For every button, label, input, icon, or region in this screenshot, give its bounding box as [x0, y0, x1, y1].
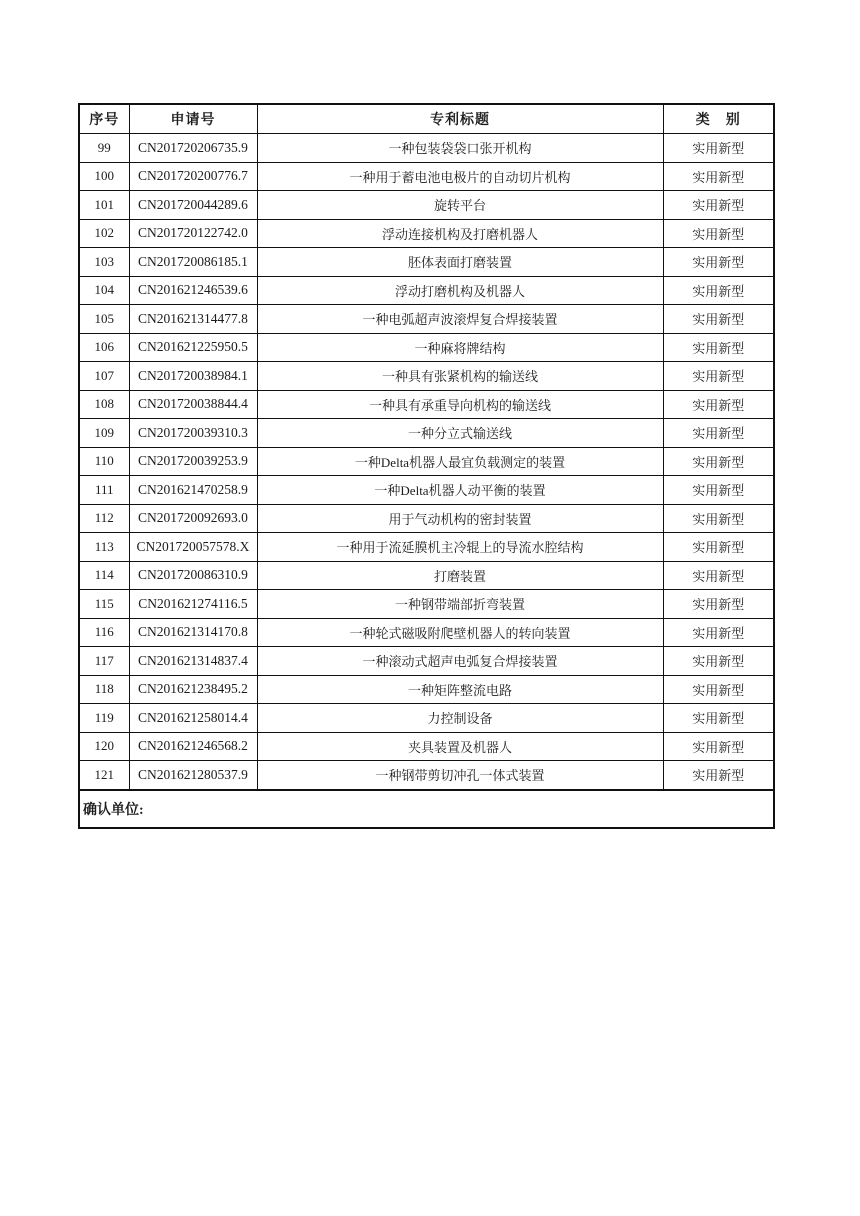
footer-row	[79, 790, 774, 828]
patent-title-cell: 一种Delta机器人最宜负载测定的装置	[257, 447, 663, 476]
application-number-cell: CN201720038984.1	[129, 362, 257, 391]
table-row	[79, 504, 774, 533]
header-row	[79, 104, 774, 134]
table-row	[79, 618, 774, 647]
patent-table-body	[79, 134, 774, 790]
patent-title-cell: 用于气动机构的密封装置	[257, 504, 663, 533]
serial-number-cell: 119	[79, 704, 129, 733]
application-number-cell: CN201720057578.X	[129, 533, 257, 562]
application-number-cell: CN201720039310.3	[129, 419, 257, 448]
table-row	[79, 761, 774, 790]
category-cell: 实用新型	[663, 362, 774, 391]
table-row	[79, 447, 774, 476]
category-cell: 实用新型	[663, 618, 774, 647]
application-number-cell: CN201621274116.5	[129, 590, 257, 619]
patent-title-cell: 一种用于蓄电池电极片的自动切片机构	[257, 162, 663, 191]
serial-number-cell: 111	[79, 476, 129, 505]
patent-title-cell: 一种用于流延膜机主冷辊上的导流水腔结构	[257, 533, 663, 562]
header-serial-number: 序号	[79, 104, 129, 134]
patent-title-cell: 浮动连接机构及打磨机器人	[257, 219, 663, 248]
table-row	[79, 732, 774, 761]
application-number-cell: CN201720086310.9	[129, 561, 257, 590]
table-row	[79, 390, 774, 419]
table-row	[79, 333, 774, 362]
category-cell: 实用新型	[663, 761, 774, 790]
application-number-cell: CN201720086185.1	[129, 248, 257, 277]
patent-list-table	[78, 103, 775, 829]
patent-title-cell: 一种包装袋袋口张开机构	[257, 134, 663, 163]
application-number-cell: CN201621314837.4	[129, 647, 257, 676]
category-cell: 实用新型	[663, 561, 774, 590]
category-cell: 实用新型	[663, 276, 774, 305]
category-cell: 实用新型	[663, 390, 774, 419]
table-footer	[79, 790, 774, 828]
patent-title-cell: 夹具装置及机器人	[257, 732, 663, 761]
application-number-cell: CN201621314170.8	[129, 618, 257, 647]
category-cell: 实用新型	[663, 504, 774, 533]
patent-title-cell: 一种钢带剪切冲孔一体式装置	[257, 761, 663, 790]
category-cell: 实用新型	[663, 333, 774, 362]
category-cell: 实用新型	[663, 419, 774, 448]
application-number-cell: CN201720122742.0	[129, 219, 257, 248]
patent-title-cell: 胚体表面打磨装置	[257, 248, 663, 277]
category-cell: 实用新型	[663, 191, 774, 220]
patent-title-cell: 一种滚动式超声电弧复合焊接装置	[257, 647, 663, 676]
application-number-cell: CN201621470258.9	[129, 476, 257, 505]
serial-number-cell: 117	[79, 647, 129, 676]
category-cell: 实用新型	[663, 447, 774, 476]
confirm-unit-label: 确认单位:	[79, 790, 774, 828]
category-cell: 实用新型	[663, 305, 774, 334]
table-row	[79, 162, 774, 191]
serial-number-cell: 110	[79, 447, 129, 476]
category-cell: 实用新型	[663, 647, 774, 676]
patent-title-cell: 力控制设备	[257, 704, 663, 733]
category-cell: 实用新型	[663, 162, 774, 191]
serial-number-cell: 108	[79, 390, 129, 419]
table-row	[79, 305, 774, 334]
patent-title-cell: 一种矩阵整流电路	[257, 675, 663, 704]
patent-title-cell: 一种具有张紧机构的输送线	[257, 362, 663, 391]
serial-number-cell: 103	[79, 248, 129, 277]
application-number-cell: CN201621258014.4	[129, 704, 257, 733]
header-application-number: 申请号	[129, 104, 257, 134]
table-row	[79, 675, 774, 704]
serial-number-cell: 102	[79, 219, 129, 248]
serial-number-cell: 107	[79, 362, 129, 391]
application-number-cell: CN201621238495.2	[129, 675, 257, 704]
table-header	[79, 104, 774, 134]
category-cell: 实用新型	[663, 590, 774, 619]
serial-number-cell: 109	[79, 419, 129, 448]
serial-number-cell: 116	[79, 618, 129, 647]
serial-number-cell: 120	[79, 732, 129, 761]
table-row	[79, 590, 774, 619]
serial-number-cell: 115	[79, 590, 129, 619]
table-row	[79, 248, 774, 277]
application-number-cell: CN201621280537.9	[129, 761, 257, 790]
serial-number-cell: 113	[79, 533, 129, 562]
patent-title-cell: 一种具有承重导向机构的输送线	[257, 390, 663, 419]
category-cell: 实用新型	[663, 533, 774, 562]
table-row	[79, 191, 774, 220]
serial-number-cell: 118	[79, 675, 129, 704]
table-row	[79, 219, 774, 248]
category-cell: 实用新型	[663, 134, 774, 163]
application-number-cell: CN201720038844.4	[129, 390, 257, 419]
patent-title-cell: 一种分立式输送线	[257, 419, 663, 448]
patent-title-cell: 打磨装置	[257, 561, 663, 590]
patent-title-cell: 一种麻将牌结构	[257, 333, 663, 362]
header-patent-title: 专利标题	[257, 104, 663, 134]
patent-title-cell: 一种钢带端部折弯装置	[257, 590, 663, 619]
table-row	[79, 561, 774, 590]
table-row	[79, 276, 774, 305]
application-number-cell: CN201720044289.6	[129, 191, 257, 220]
patent-title-cell: 一种电弧超声波滚焊复合焊接装置	[257, 305, 663, 334]
table-row	[79, 134, 774, 163]
category-cell: 实用新型	[663, 248, 774, 277]
patent-title-cell: 一种轮式磁吸附爬壁机器人的转向装置	[257, 618, 663, 647]
category-cell: 实用新型	[663, 476, 774, 505]
table-row	[79, 704, 774, 733]
table-row	[79, 419, 774, 448]
patent-title-cell: 浮动打磨机构及机器人	[257, 276, 663, 305]
application-number-cell: CN201720092693.0	[129, 504, 257, 533]
patent-title-cell: 一种Delta机器人动平衡的装置	[257, 476, 663, 505]
serial-number-cell: 104	[79, 276, 129, 305]
header-category: 类 别	[663, 104, 774, 134]
application-number-cell: CN201621314477.8	[129, 305, 257, 334]
application-number-cell: CN201621246539.6	[129, 276, 257, 305]
table-row	[79, 533, 774, 562]
table-row	[79, 362, 774, 391]
serial-number-cell: 114	[79, 561, 129, 590]
serial-number-cell: 101	[79, 191, 129, 220]
category-cell: 实用新型	[663, 732, 774, 761]
application-number-cell: CN201720200776.7	[129, 162, 257, 191]
serial-number-cell: 106	[79, 333, 129, 362]
table-row	[79, 476, 774, 505]
serial-number-cell: 99	[79, 134, 129, 163]
application-number-cell: CN201720206735.9	[129, 134, 257, 163]
category-cell: 实用新型	[663, 704, 774, 733]
serial-number-cell: 105	[79, 305, 129, 334]
serial-number-cell: 100	[79, 162, 129, 191]
application-number-cell: CN201621246568.2	[129, 732, 257, 761]
table-row	[79, 647, 774, 676]
serial-number-cell: 121	[79, 761, 129, 790]
application-number-cell: CN201720039253.9	[129, 447, 257, 476]
category-cell: 实用新型	[663, 675, 774, 704]
serial-number-cell: 112	[79, 504, 129, 533]
category-cell: 实用新型	[663, 219, 774, 248]
application-number-cell: CN201621225950.5	[129, 333, 257, 362]
patent-title-cell: 旋转平台	[257, 191, 663, 220]
